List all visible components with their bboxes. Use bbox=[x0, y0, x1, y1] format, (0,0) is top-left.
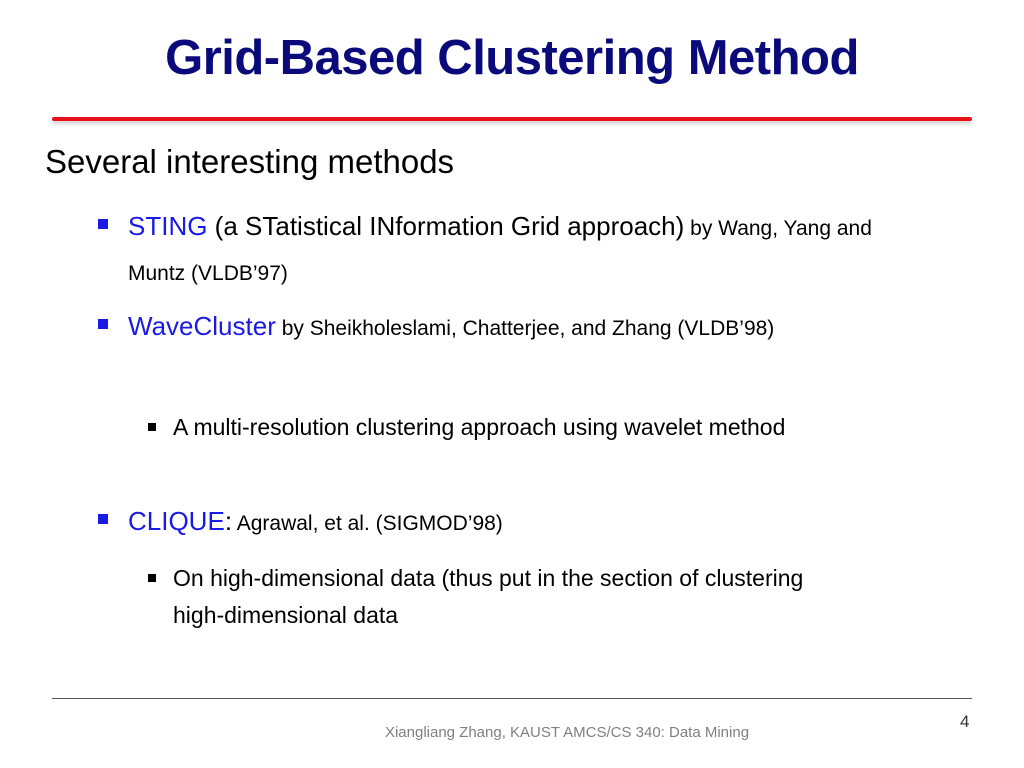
method-name: CLIQUE bbox=[128, 506, 225, 536]
sub-item-wavecluster bbox=[148, 409, 848, 446]
slide-title: Grid-Based Clustering Method bbox=[165, 31, 859, 85]
method-authors: Agrawal, et al. (SIGMOD’98) bbox=[232, 512, 503, 535]
page-number: 4 bbox=[960, 712, 970, 731]
square-bullet-icon bbox=[148, 574, 156, 582]
method-authors: by Wang, Yang and Muntz (VLDB’97) bbox=[128, 217, 872, 285]
list-item-clique bbox=[98, 500, 898, 545]
footer-divider bbox=[52, 698, 972, 699]
method-name: WaveCluster bbox=[128, 311, 276, 341]
sub-item-text: On high-dimensional data (thus put in the section of clustering high-dimensional data bbox=[173, 565, 804, 628]
method-description: : bbox=[224, 506, 233, 536]
sub-item-clique bbox=[148, 560, 848, 634]
square-bullet-icon bbox=[98, 219, 108, 229]
square-bullet-icon bbox=[98, 514, 108, 524]
square-bullet-icon bbox=[98, 319, 108, 329]
method-description: (a STatistical INformation Grid approach) bbox=[207, 211, 685, 241]
title-underline bbox=[52, 117, 972, 121]
footer-credit: Xiangliang Zhang, KAUST AMCS/CS 340: Data Mining bbox=[384, 724, 750, 741]
sub-item-text: A multi-resolution clustering approach using wavelet method bbox=[173, 414, 786, 440]
list-item-wavecluster bbox=[98, 305, 898, 350]
intro-heading: Several interesting methods bbox=[45, 143, 455, 180]
method-name: STING bbox=[128, 211, 208, 241]
square-bullet-icon bbox=[148, 423, 156, 431]
method-authors: by Sheikholeslami, Chatterjee, and Zhang (VLDB’98) bbox=[275, 317, 775, 340]
list-item-sting bbox=[98, 205, 898, 295]
